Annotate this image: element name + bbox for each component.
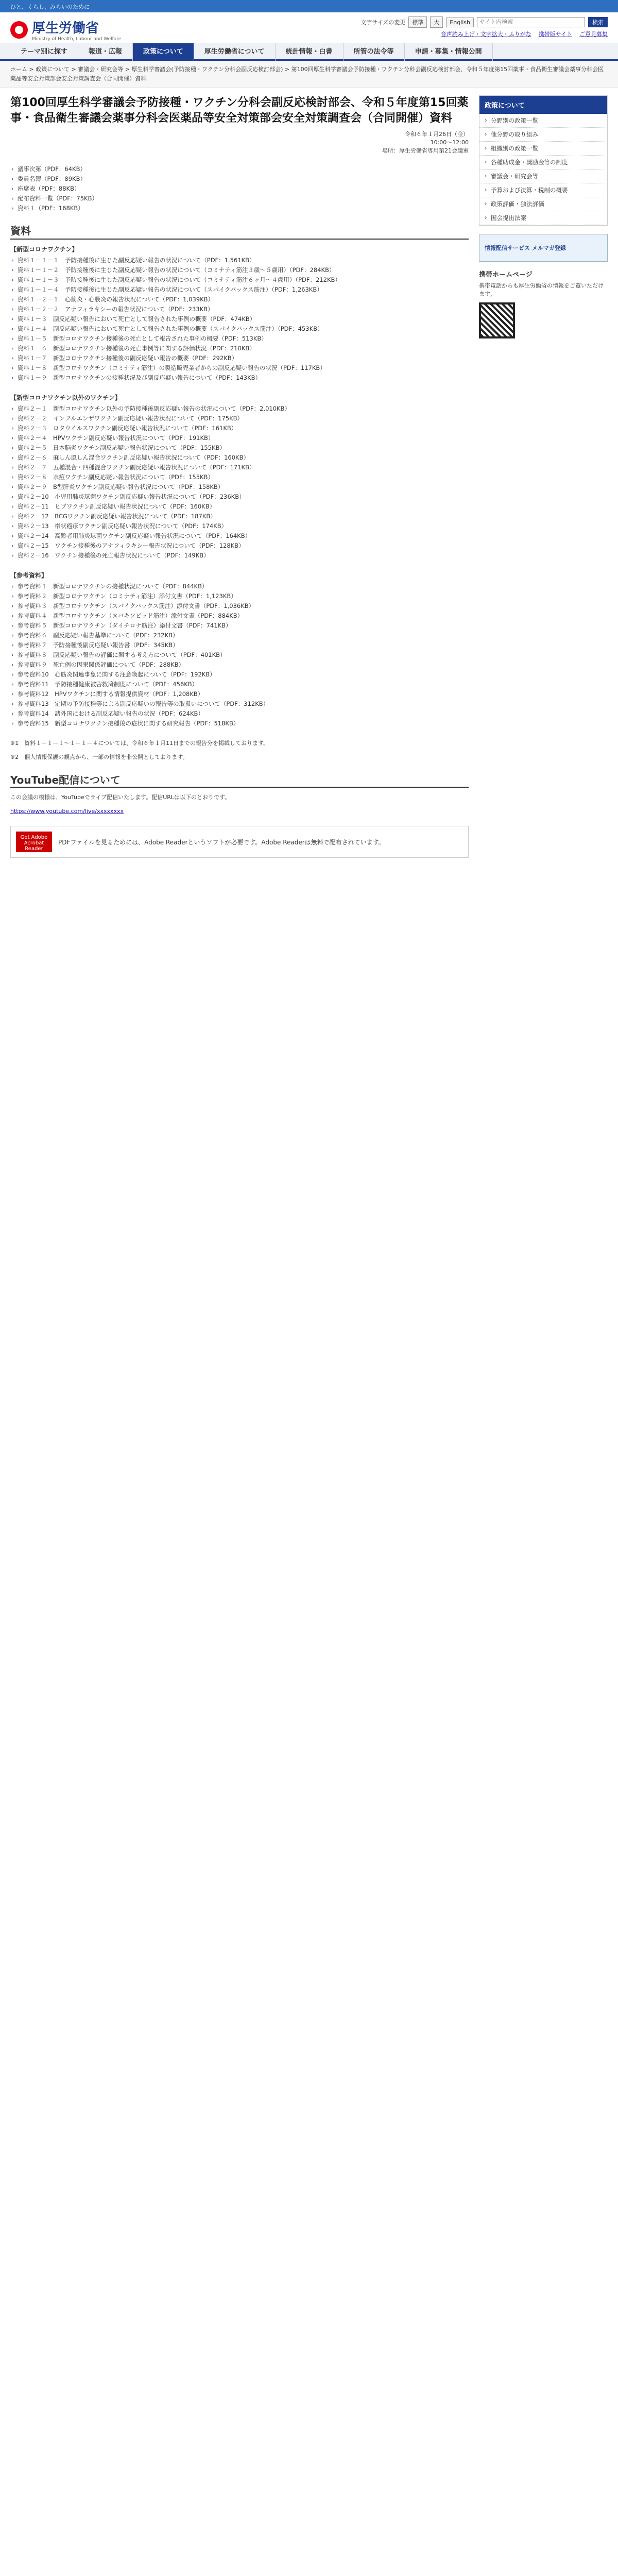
- doc-link[interactable]: › 資料２－13 帯状疱疹ワクチン副反応疑い報告状況について（PDF：174KB）: [10, 521, 469, 531]
- mobile-text: 携帯電話からも厚生労働省の情報をご覧いただけます。: [479, 282, 604, 297]
- doc-link[interactable]: › 委員名簿（PDF：89KB）: [10, 174, 469, 184]
- meeting-date: 令和６年１月26日（金）: [405, 131, 469, 138]
- youtube-link[interactable]: https://www.youtube.com/live/xxxxxxxx: [10, 808, 124, 815]
- nav-about[interactable]: 厚生労働省について: [194, 43, 276, 61]
- doc-link[interactable]: › 議事次第（PDF：64KB）: [10, 164, 469, 174]
- doc-link[interactable]: › 資料２－１ 新型コロナワクチン以外の予防接種後副反応疑い報告の状況について（PDF：2,010KB）: [10, 404, 469, 414]
- doc-link[interactable]: › 資料２－３ ロタウイルスワクチン副反応疑い報告状況について（PDF：161KB）: [10, 423, 469, 433]
- sidebar-item[interactable]: › 組織別の政策一覧: [479, 142, 607, 156]
- doc-link[interactable]: › 資料１－３ 副反応疑い報告において死亡として報告された事例の概要（PDF：474KB）: [10, 314, 469, 324]
- doc-link[interactable]: › 資料１－５ 新型コロナワクチン接種後の死亡として報告された事例の概要（PDF：513KB）: [10, 334, 469, 344]
- doc-link[interactable]: › 資料２－４ HPVワクチン副反応疑い報告状況について（PDF：191KB）: [10, 433, 469, 443]
- doc-link[interactable]: › 座席表（PDF：88KB）: [10, 184, 469, 194]
- doc-link[interactable]: › 参考資料８ 副反応疑い報告の評価に関する考え方について（PDF：401KB）: [10, 650, 469, 660]
- mobile-link[interactable]: 携帯版サイト: [538, 31, 572, 38]
- qr-code-icon: [479, 302, 515, 338]
- intro-list: [10, 164, 469, 213]
- doc-link[interactable]: › 資料２－16 ワクチン接種後の死亡報告状況について（PDF：149KB）: [10, 551, 469, 561]
- doc-link[interactable]: › 資料１－６ 新型コロナワクチン接種後の死亡事例等に関する評価状況（PDF：210KB）: [10, 344, 469, 353]
- subheading-covid: 【新型コロナワクチン】: [10, 246, 78, 253]
- covid-doc-list: [10, 256, 469, 383]
- doc-link[interactable]: › 資料２－10 小児用肺炎球菌ワクチン副反応疑い報告状況について（PDF：236KB）: [10, 492, 469, 502]
- logo-mark-icon: [10, 21, 28, 39]
- doc-link[interactable]: › 参考資料５ 新型コロナワクチン（ダイチロナ筋注）添付文書（PDF：741KB）: [10, 621, 469, 631]
- sidebar: [479, 95, 608, 858]
- site-logo[interactable]: [10, 18, 121, 42]
- meeting-place: 場所：厚生労働省専用第21会議室: [382, 147, 469, 154]
- search-button[interactable]: 検索: [588, 17, 608, 27]
- doc-link[interactable]: › 参考資料11 予防接種健康被害救済制度について（PDF：456KB）: [10, 680, 469, 689]
- doc-link[interactable]: › 資料２－２ インフルエンザワクチン副反応疑い報告状況について（PDF：175KB）: [10, 414, 469, 423]
- sidebar-heading: 政策について: [479, 96, 607, 114]
- nav-theme[interactable]: テーマ別に探す: [10, 43, 78, 61]
- tagline: ひと、くらし、みらいのために: [10, 4, 90, 10]
- doc-link[interactable]: › 資料１（PDF：168KB）: [10, 204, 469, 213]
- doc-link[interactable]: › 資料２－12 BCGワクチン副反応疑い報告状況について（PDF：187KB）: [10, 512, 469, 521]
- header: [0, 12, 618, 43]
- font-large-button[interactable]: 大: [430, 16, 443, 28]
- section-heading: 資料: [10, 223, 469, 240]
- mailmag-banner[interactable]: 情報配信サービス メルマガ登録: [479, 234, 608, 262]
- sidebar-item[interactable]: › 予算および決算・税制の概要: [479, 183, 607, 197]
- subheading-other: 【新型コロナワクチン以外のワクチン】: [10, 394, 121, 401]
- doc-link[interactable]: › 参考資料９ 死亡例の因果関係評価について（PDF：288KB）: [10, 660, 469, 670]
- doc-link[interactable]: › 配布資料一覧（PDF：75KB）: [10, 194, 469, 204]
- tagline-bar: [0, 0, 618, 12]
- doc-link[interactable]: › 資料２－15 ワクチン接種後のアナフィラキシー報告状況について（PDF：128KB）: [10, 541, 469, 551]
- note-2: ※2 個人情報保護の観点から、一部の情報を非公開としております。: [10, 754, 188, 760]
- doc-link[interactable]: › 資料１－２－２ アナフィラキシーの報告状況について（PDF：233KB）: [10, 304, 469, 314]
- doc-link[interactable]: › 参考資料２ 新型コロナワクチン（コミナティ筋注）添付文書（PDF：1,123KB）: [10, 591, 469, 601]
- reader-link[interactable]: 音声読み上げ・文字拡大・ふりがな: [440, 31, 531, 38]
- doc-link[interactable]: › 資料２－９ B型肝炎ワクチン副反応疑い報告状況について（PDF：158KB）: [10, 482, 469, 492]
- doc-link[interactable]: › 参考資料12 HPVワクチンに関する情報提供資材（PDF：1,208KB）: [10, 689, 469, 699]
- doc-link[interactable]: › 資料２－11 ヒブワクチン副反応疑い報告状況について（PDF：160KB）: [10, 502, 469, 512]
- doc-link[interactable]: › 資料１－１－４ 予防接種後に生じた副反応疑い報告の状況について（スパイクバックス筋注）（PDF：1,263KB）: [10, 285, 469, 295]
- doc-link[interactable]: › 参考資料10 心筋炎関連事象に関する注意喚起について（PDF：192KB）: [10, 670, 469, 680]
- doc-link[interactable]: › 参考資料６ 副反応疑い報告基準について（PDF：232KB）: [10, 631, 469, 640]
- doc-link[interactable]: › 資料１－１－２ 予防接種後に生じた副反応疑い報告の状況について（コミナティ筋注３歳～５歳用）（PDF：284KB）: [10, 265, 469, 275]
- doc-link[interactable]: › 参考資料１ 新型コロナワクチンの接種状況について（PDF：844KB）: [10, 582, 469, 591]
- doc-link[interactable]: › 資料２－６ 麻しん風しん混合ワクチン副反応疑い報告状況について（PDF：160KB）: [10, 453, 469, 463]
- sidebar-item[interactable]: › 国会提出法案: [479, 211, 607, 225]
- nav-law[interactable]: 所管の法令等: [344, 43, 405, 61]
- doc-link[interactable]: › 参考資料４ 新型コロナワクチン（ヌバキソビッド筋注）添付文書（PDF：884KB）: [10, 611, 469, 621]
- meeting-time: 10:00〜12:00: [430, 139, 469, 146]
- note-1: ※1 資料１－１－１～１－１－４については、令和６年１月11日までの報告分を掲載しております。: [10, 740, 269, 747]
- doc-link[interactable]: › 資料２－７ 五種混合・四種混合ワクチン副反応疑い報告状況について（PDF：171KB）: [10, 463, 469, 472]
- font-size-label: 文字サイズの変更: [360, 19, 406, 26]
- nav-apply[interactable]: 申請・募集・情報公開: [405, 43, 493, 61]
- reference-doc-list: [10, 582, 469, 728]
- adobe-reader-icon[interactable]: Get Adobe Acrobat Reader: [16, 832, 52, 852]
- opinion-link[interactable]: ご意見募集: [579, 31, 608, 38]
- logo-en: Ministry of Health, Labour and Welfare: [32, 37, 122, 42]
- doc-link[interactable]: › 資料１－８ 新型コロナワクチン（コミナティ筋注）の製造販売業者からの副反応疑い報告の状況（PDF：117KB）: [10, 363, 469, 373]
- pdf-reader-box: [10, 826, 469, 858]
- logo-text: 厚生労働省: [32, 21, 99, 36]
- reader-text: PDFファイルを見るためには、Adobe Readerというソフトが必要です。Adobe Readerは無料で配布されています。: [58, 838, 385, 846]
- doc-link[interactable]: › 資料１－７ 新型コロナワクチン接種後の副反応疑い報告の概要（PDF：292KB）: [10, 353, 469, 363]
- nav-press[interactable]: 報道・広報: [78, 43, 133, 61]
- doc-link[interactable]: › 資料２－５ 日本脳炎ワクチン副反応疑い報告状況について（PDF：155KB）: [10, 443, 469, 453]
- sidebar-item[interactable]: › 他分野の取り組み: [479, 128, 607, 142]
- sidebar-item[interactable]: › 分野別の政策一覧: [479, 114, 607, 128]
- global-nav: [0, 43, 618, 61]
- doc-link[interactable]: › 資料１－９ 新型コロナワクチンの接種状況及び副反応疑い報告について（PDF：143KB）: [10, 373, 469, 383]
- doc-link[interactable]: › 資料１－１－１ 予防接種後に生じた副反応疑い報告の状況について（PDF：1,561KB）: [10, 256, 469, 265]
- youtube-heading: YouTube配信について: [10, 772, 469, 788]
- doc-link[interactable]: › 参考資料13 定期の予防接種等による副反応疑いの報告等の取扱いについて（PDF：312KB）: [10, 699, 469, 709]
- doc-link[interactable]: › 資料２－14 高齢者用肺炎球菌ワクチン副反応疑い報告状況について（PDF：164KB）: [10, 531, 469, 541]
- main-content: [10, 95, 469, 858]
- header-tools: [360, 16, 608, 28]
- nav-stats[interactable]: 統計情報・白書: [276, 43, 344, 61]
- english-button[interactable]: English: [446, 18, 474, 27]
- sidebar-item[interactable]: › 審議会・研究会等: [479, 170, 607, 183]
- doc-link[interactable]: › 参考資料14 諸外国における副反応疑い報告の状況（PDF：624KB）: [10, 709, 469, 719]
- header-links: [441, 30, 608, 38]
- doc-link[interactable]: › 資料２－８ 水痘ワクチン副反応疑い報告状況について（PDF：155KB）: [10, 472, 469, 482]
- doc-link[interactable]: › 資料１－１－３ 予防接種後に生じた副反応疑い報告の状況について（コミナティ筋注６ヶ月～４歳用）（PDF：212KB）: [10, 275, 469, 285]
- subheading-reference: 【参考資料】: [10, 572, 48, 579]
- font-std-button[interactable]: 標準: [408, 16, 427, 28]
- breadcrumb[interactable]: ホーム > 政策について > 審議会・研究会等 > 厚生科学審議会(予防接種・ワクチン分科会副反応検討部会) > 第100回厚生科学審議会予防接種・ワクチン分科会副反応検討部会、令和５年度第15回薬事・食品衛生審議会薬事分科会医薬品等安全対策部会安全対策調査会（合同開催）資料: [0, 61, 618, 88]
- meeting-info: [10, 130, 469, 155]
- doc-link[interactable]: › 参考資料15 新型コロナワクチン接種後の症状に関する研究報告（PDF：518KB）: [10, 719, 469, 728]
- doc-link[interactable]: › 参考資料３ 新型コロナワクチン（スパイクバックス筋注）添付文書（PDF：1,036KB）: [10, 601, 469, 611]
- youtube-text: この会議の模様は、YouTubeでライブ配信いたします。配信URLは以下のとおりです。: [10, 794, 231, 801]
- search-input[interactable]: [477, 17, 585, 27]
- sidebar-item[interactable]: › 各種助成金・奨励金等の制度: [479, 156, 607, 170]
- doc-link[interactable]: › 資料１－４ 副反応疑い報告において死亡として報告された事例の概要（スパイクバックス筋注）（PDF：453KB）: [10, 324, 469, 334]
- doc-link[interactable]: › 参考資料７ 予防接種後副反応疑い報告書（PDF：345KB）: [10, 640, 469, 650]
- doc-link[interactable]: › 資料１－２－１ 心筋炎・心膜炎の報告状況について（PDF：1,039KB）: [10, 295, 469, 304]
- nav-policy[interactable]: 政策について: [133, 43, 194, 61]
- mobile-heading: 携帯ホームページ: [479, 271, 533, 279]
- sidebar-item[interactable]: › 政策評価・独法評価: [479, 197, 607, 211]
- other-doc-list: [10, 404, 469, 561]
- page-title: 第100回厚生科学審議会予防接種・ワクチン分科会副反応検討部会、令和５年度第15回薬事・食品衛生審議会薬事分科会医薬品等安全対策部会安全対策調査会（合同開催）資料: [10, 96, 469, 125]
